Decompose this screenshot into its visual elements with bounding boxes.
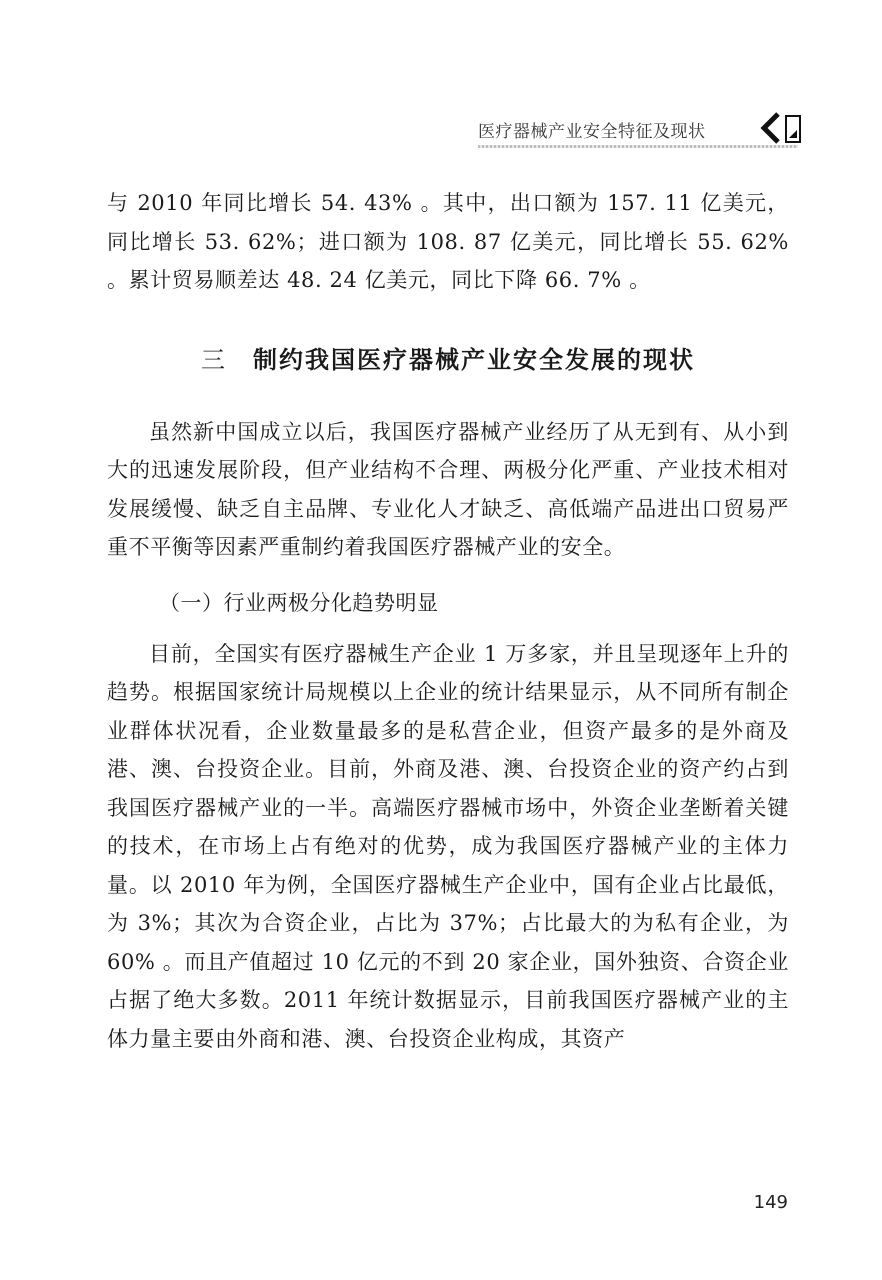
section-paragraph: 虽然新中国成立以后，我国医疗器械产业经历了从无到有、从小到大的迅速发展阶段，但产业结构不合理、两极分化严重、产业技术相对发展缓慢、缺乏自主品牌、专业化人才缺乏、高低端产品进出口贸易严重不平衡等因素严重制约着我国医疗器械产业的安全。: [107, 419, 789, 559]
intro-paragraph: 与 2010 年同比增长 54. 43% 。其中，出口额为 157. 11 亿美元，同比增长 53. 62%；进口额为 108. 87 亿美元，同比增长 55. 62% 。累计贸易顺差达 48. 24 亿美元，同比下降 66. 7% 。: [107, 191, 789, 292]
section-heading: [107, 340, 789, 375]
subsection-paragraph: 目前，全国实有医疗器械生产企业 1 万多家，并且呈现逐年上升的趋势。根据国家统计局规模以上企业的统计结果显示，从不同所有制企业群体状况看，企业数量最多的是私营企业，但资产最多的是外商及港、澳、台投资企业。目前，外商及港、澳、台投资企业的资产约占到我国医疗器械产业的一半。高端医疗器械市场中，外资企业垄断着关键的技术，在市场上占有绝对的优势，成为我国医疗器械产业的主体力量。以 2010 年为例，全国医疗器械生产企业中，国有企业占比最低，为 3%；其次为合资企业，占比为 37%；占比最大的为私有企业，为 60% 。而且产值超过 10 亿元的不到 20 家企业，国外独资、合资企业占据了绝大多数。2011 年统计数据显示，目前我国医疗器械产业的主体力量主要由外商和港、澳、台投资企业构成，其资产: [107, 641, 789, 1051]
running-header: 医疗器械产业安全特征及现状: [478, 122, 706, 142]
header-logo-icon: [756, 108, 802, 148]
header-rule: [478, 145, 798, 148]
section-title: 制约我国医疗器械产业安全发展的现状: [253, 345, 695, 374]
section-number: 三: [201, 345, 227, 374]
page-body: [107, 184, 789, 1058]
subsection-heading: （一）行业两极分化趋势明显: [159, 590, 439, 615]
page-number: 149: [753, 1192, 788, 1213]
